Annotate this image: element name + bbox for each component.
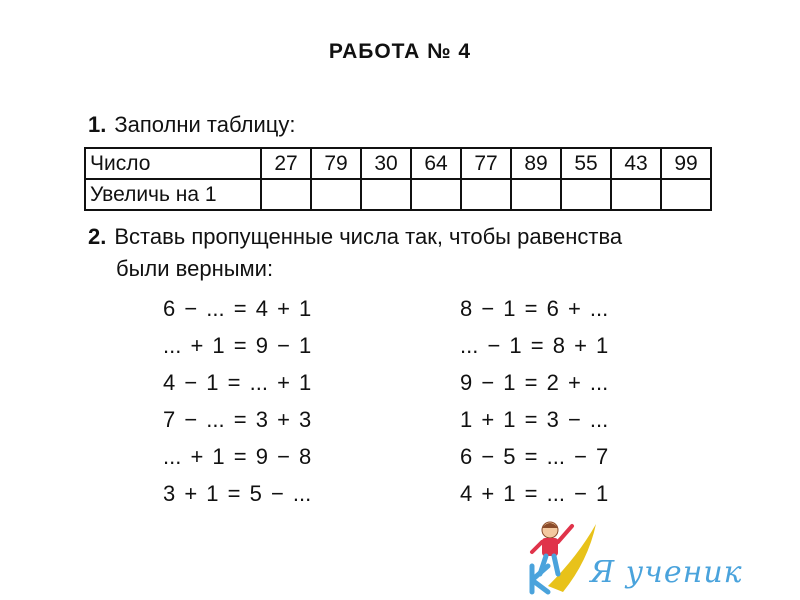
equation: 7 − ... = 3 + 3 (163, 407, 312, 432)
equation: 4 + 1 = ... − 1 (460, 481, 609, 506)
equation: 6 − 5 = ... − 7 (460, 444, 609, 469)
task-1-heading (88, 112, 295, 138)
task-2-text-line1: Вставь пропущенные числа так, чтобы равенства (114, 224, 623, 249)
task-1-number: 1. (88, 112, 107, 137)
equation: ... − 1 = 8 + 1 (460, 333, 609, 358)
equation: ... + 1 = 9 − 1 (163, 333, 312, 358)
task-1-table (84, 147, 712, 211)
equation: 8 − 1 = 6 + ... (460, 296, 609, 321)
answer-cell[interactable] (461, 179, 511, 210)
task-2-text-line2: были верными: (116, 256, 274, 281)
logo-text: Я ученик (590, 555, 743, 590)
equation: 1 + 1 = 3 − ... (460, 407, 609, 432)
answer-cell[interactable] (511, 179, 561, 210)
equation: 4 − 1 = ... + 1 (163, 370, 312, 395)
task-2-heading (88, 224, 728, 282)
equation: 3 + 1 = 5 − ... (163, 481, 312, 506)
logo-boy-arm-left (532, 542, 542, 552)
answer-cell[interactable] (261, 179, 311, 210)
table-cell: 30 (361, 148, 411, 179)
page-title: РАБОТА № 4 (328, 40, 472, 63)
table-cell: 77 (461, 148, 511, 179)
answer-cell[interactable] (611, 179, 661, 210)
table-cell: 89 (511, 148, 561, 179)
answer-cell[interactable] (411, 179, 461, 210)
table-cell: 55 (561, 148, 611, 179)
task-1-text: Заполни таблицу: (114, 112, 296, 137)
table-row (85, 148, 711, 179)
equation: ... + 1 = 9 − 8 (163, 444, 312, 469)
table-cell: 27 (261, 148, 311, 179)
table-cell: 43 (611, 148, 661, 179)
answer-cell[interactable] (361, 179, 411, 210)
answer-cell[interactable] (311, 179, 361, 210)
answer-cell[interactable] (561, 179, 611, 210)
equation: 6 − ... = 4 + 1 (163, 296, 312, 321)
table-cell: 64 (411, 148, 461, 179)
equations-left-column (163, 290, 311, 512)
row-label-increase: Увеличь на 1 (85, 179, 261, 210)
logo-boy-leg-right (554, 556, 558, 574)
row-label-number: Число (85, 148, 261, 179)
equation: 9 − 1 = 2 + ... (460, 370, 609, 395)
table-cell: 79 (311, 148, 361, 179)
task-2-number: 2. (88, 224, 107, 249)
answer-cell[interactable] (661, 179, 711, 210)
table-cell: 99 (661, 148, 711, 179)
logo-boy-arm (558, 526, 572, 542)
table-row (85, 179, 711, 210)
equations-right-column (460, 290, 608, 512)
logo-letter-shape (532, 566, 548, 592)
logo-boy-shirt (542, 538, 558, 556)
